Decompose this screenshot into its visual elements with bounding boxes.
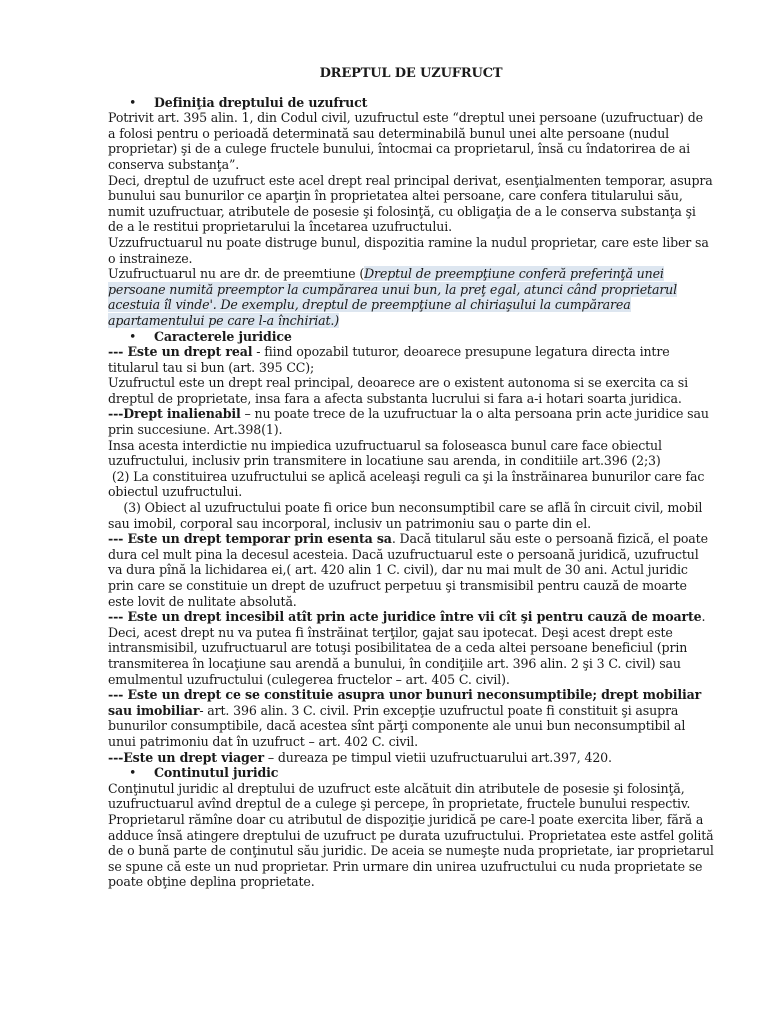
- document-body: [108, 66, 714, 890]
- paragraph: --- Este un drept real - fiind opozabil tuturor, deoarece presupune legatura directa intre titularul tau si bun (art. 395 CC);: [108, 344, 670, 375]
- document-title: DREPTUL DE UZUFRUCT: [319, 66, 503, 81]
- section-heading-characteristics: • Caracterele juridice: [129, 328, 292, 344]
- paragraph: --- Este un drept temporar prin esenta sa. Dacă titularul său este o persoană fizică, el poate dura cel mult pina la decesul acesteia. Dacă uzufructuarul este o persoană juridică, uzufructul va dura pînă la lichidarea ei,( art. 420 alin 1 C. civil), dar nu mai mult de 30 ani. Actul juridic prin care se constituie un drept de uzufruct perpetuu şi transmisibil pentru cauză de moarte este lovit de nulitate absolută.: [108, 531, 708, 609]
- paragraph: Uzufructuarul nu are dr. de preemtiune (Dreptul de preempţiune conferă preferinţă unei persoane numită preemptor la cumpărarea unui bun, la preţ egal, atunci când proprietarul acestuia îl vinde'. De exemplu, dreptul de preempţiune al chiriaşului la cumpărarea apartamentului pe care l-a închiriat.): [108, 266, 678, 328]
- term-bold: Este un drept ce se constituie asupra unor bunuri neconsumptibile; drept mobiliar sau imobiliar: [108, 687, 702, 718]
- term-bold: ---Drept inalienabil: [108, 406, 241, 422]
- bullet-icon: •: [129, 765, 137, 781]
- paragraph: ---Este un drept viager – dureaza pe timpul vietii uzufructuarului art.397, 420.: [108, 749, 612, 765]
- paragraph: Uzzufructuarul nu poate distruge bunul, dispozitia ramine la nudul proprietar, care este liber sa o instraineze.: [108, 234, 709, 266]
- term-bold: Este un drept real: [127, 344, 253, 360]
- paragraph: Insa acesta interdictie nu impiedica uzufructuarul sa foloseasca bunul care face obiectul uzufructului, inclusiv prin transmitere in locatiune sau arenda, in conditiile art.396 (2;3): [108, 437, 662, 469]
- paragraph: --- Este un drept ce se constituie asupra unor bunuri neconsumptibile; drept mobiliar sau imobiliar- art. 396 alin. 3 C. civil. Prin excepţie uzufructul poate fi constituit şi asupra bunurilor consumptibile, dacă acestea sînt părţi componente ale unui bun neconsumptibil al unui patrimoniu dat în uzufruct – art. 402 C. civil.: [108, 687, 702, 749]
- paragraph: Deci, dreptul de uzufruct este acel drept real principal derivat, esenţialmenten temporar, asupra bunului sau bunurilor ce aparţin în proprietatea altei persoane, care confera titularului său, numit uzufructuar, atributele de posesie şi folosinţă, cu obligaţia de a le conserva substanţa şi de a le restitui proprietarului la încetarea uzufructului.: [108, 172, 713, 235]
- bullet-icon: •: [129, 94, 137, 110]
- term-bold: ---Este un drept viager: [108, 749, 265, 765]
- bullet-icon: •: [129, 328, 137, 344]
- paragraph: Conţinutul juridic al dreptului de uzufruct este alcătuit din atributele de posesie şi folosinţă, uzufructuarul avînd dreptul de a culege şi percepe, în proprietate, fructele bunului respectiv. Proprietarul rămîne doar cu atributul de dispoziţie juridică pe care-l poate exercita liber, fără a adduce însă atingere dreptului de uzufruct pe durata uzufructului. Proprietatea este astfel golită de o bună parte de conţinutul său juridic. De aceia se numeşte nuda proprietate, iar proprietarul se spune că este un nud proprietar. Prin urmare din unirea uzufructului cu nuda proprietate se poate obţine deplina proprietate.: [108, 780, 714, 890]
- paragraph: Uzufructul este un drept real principal, deoarece are o existent autonoma si se exercita ca si dreptul de proprietate, insa fara a afecta substanta lucrului si fara a-i hotari soarta juridica.: [108, 375, 688, 406]
- term-bold: Este un drept temporar prin esenta sa: [127, 531, 392, 547]
- section-heading-definition: • Definiţia dreptului de uzufruct: [129, 94, 368, 110]
- paragraph: ---Drept inalienabil – nu poate trece de la uzufructuar la o alta persoana prin acte juridice sau prin succesiune. Art.398(1).: [108, 406, 709, 438]
- paragraph: --- Este un drept incesibil atît prin acte juridice între vii cît şi pentru cauză de moarte. Deci, acest drept nu va putea fi înstrăinat terţilor, gajat sau ipotecat. Deşi acest drept este intransmisibil, uzufructuarul are totuşi posibilitatea de a ceda altei persoane beneficiul (prin transmiterea în locaţiune sau arendă a bunului, în condiţiile art. 396 alin. 2 şi 3 C. civil) sau emulmentul uzufructului (culegerea fructelor – art. 405 C. civil).: [108, 609, 706, 687]
- highlighted-definition: Dreptul de preempţiune conferă preferinţă unei persoane numită preemptor la cumpărarea unui bun, la preţ egal, atunci când proprietarul acestuia îl vinde'. De exemplu, dreptul de preempţiune al chiriaşului la cumpărarea apartamentului pe care l-a închiriat.): [108, 266, 678, 328]
- paragraph: (2) La constituirea uzufructului se aplică aceleaşi reguli ca şi la înstrăinarea bunurilor care fac obiectul uzufructului.: [108, 468, 709, 500]
- term-bold: Este un drept incesibil atît prin acte juridice între vii cît şi pentru cauză de moarte: [127, 609, 702, 625]
- paragraph: Potrivit art. 395 alin. 1, din Codul civil, uzufructul este “dreptul unei persoane (uzufructuar) de a folosi pentru o perioadă determinată sau determinabilă bunul unei alte persoane (nudul proprietar) şi de a culege fructele bunului, întocmai ca proprietarul, însă cu îndatorirea de ai conserva substanţa”.: [108, 110, 703, 172]
- section-heading-content: • Continutul juridic: [129, 765, 279, 781]
- paragraph: (3) Obiect al uzufructului poate fi orice bun neconsumptibil care se află în circuit civil, mobil sau imobil, corporal sau incorporal, inclusiv un patrimoniu sau o parte din el.: [108, 500, 707, 531]
